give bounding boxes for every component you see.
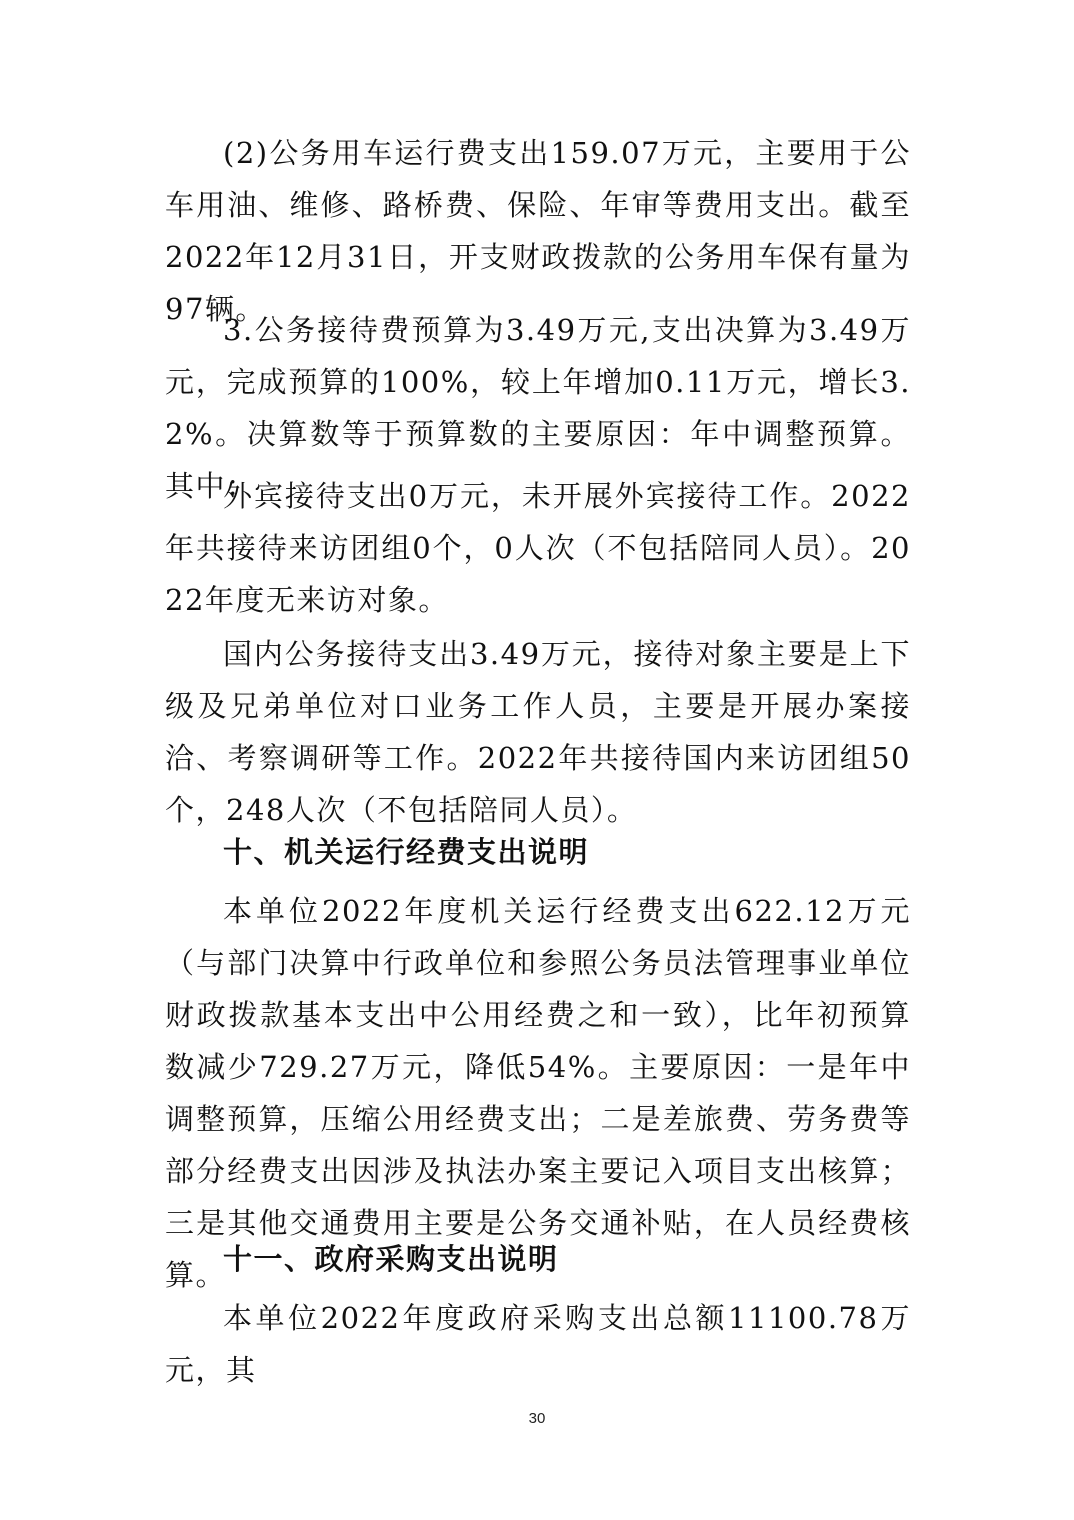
paragraph-foreign-reception: 外宾接待支出0万元，未开展外宾接待工作。2022年共接待来访团组0个，0人次（不包括陪同人员）。2022年度无来访对象。 — [165, 479, 911, 617]
paragraph-domestic-reception: 国内公务接待支出3.49万元，接待对象主要是上下级及兄弟单位对口业务工作人员，主要是开展办案接洽、考察调研等工作。2022年共接待国内来访团组50个，248人次（不包括陪同人员）。 — [165, 637, 911, 827]
section-heading-procurement: 十一、政府采购支出说明 — [223, 1242, 559, 1276]
section-heading-operating-expenses: 十、机关运行经费支出说明 — [223, 835, 590, 869]
paragraph-procurement: 本单位2022年度政府采购支出总额11100.78万元，其 — [165, 1301, 911, 1387]
paragraph-vehicle-operation: (2)公务用车运行费支出159.07万元，主要用于公车用油、维修、路桥费、保险、年审等费用支出。截至2022年12月31日，开支财政拨款的公务用车保有量为97辆。 — [165, 136, 911, 326]
page-number: 30 — [528, 1410, 546, 1427]
paragraph-reception-budget: 3.公务接待费预算为3.49万元,支出决算为3.49万元，完成预算的100%，较上年增加0.11万元，增长3.2%。决算数等于预算数的主要原因：年中调整预算。其中： — [165, 313, 911, 503]
paragraph-operating-expenses: 本单位2022年度机关运行经费支出622.12万元（与部门决算中行政单位和参照公务员法管理事业单位财政拨款基本支出中公用经费之和一致），比年初预算数减少729.27万元，降低54%。主要原因：一是年中调整预算，压缩公用经费支出；二是差旅费、劳务费等部分经费支出因涉及执法办案主要记入项目支出核算；三是其他交通费用主要是公务交通补贴，在人员经费核算。 — [165, 894, 911, 1292]
